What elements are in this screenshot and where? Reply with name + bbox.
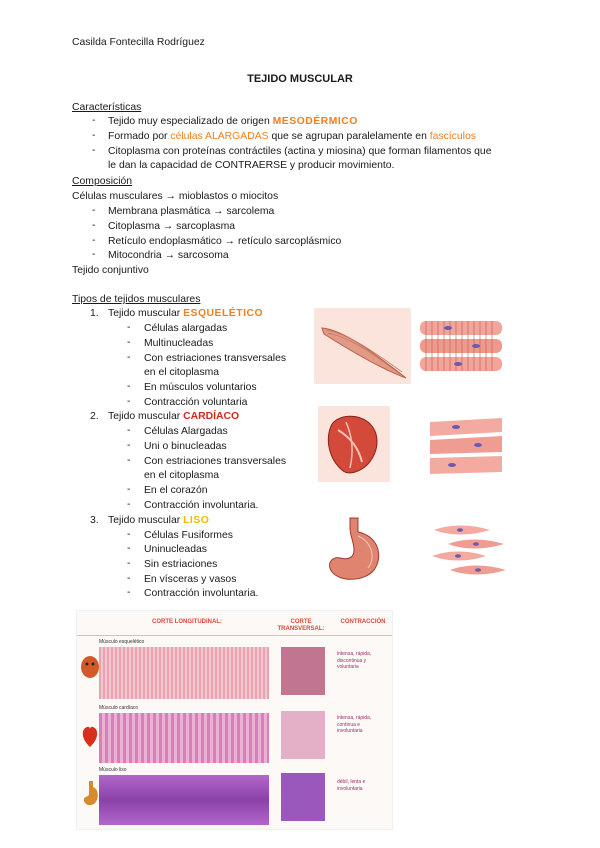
tipo-2-item: en el citoplasma [144, 470, 220, 481]
tipo-2-item: Con estriaciones transversales [144, 456, 287, 467]
tipo-1-item: Contracción voluntaria [144, 397, 248, 408]
contraccion-esqueletico: intensa, rápida, discontinua y voluntaria [337, 651, 372, 670]
heading-composicion: Composición [72, 176, 133, 187]
muscle-comparison-table [76, 610, 393, 830]
bullet-dash: - [127, 396, 131, 407]
bullet-dash: - [92, 235, 96, 246]
tipo-2-title [108, 410, 239, 425]
header-contraccion: CONTRACCIÓN [340, 619, 386, 625]
tipo-3-title [108, 514, 209, 529]
skeletal-cells-illustration [418, 317, 504, 383]
caracteristica-3-line2: le dan la capacidad de CONTRAERSE y producir movimiento. [108, 160, 395, 171]
skeletal-longitudinal-section [99, 647, 269, 699]
bullet-dash: - [127, 484, 131, 495]
text: Formado por [108, 131, 171, 142]
composicion-item: Retículo endoplasmático → retículo sarcoplásmico [108, 236, 342, 247]
caracteristica-3-line1: Citoplasma con proteínas contráctiles (actina y miosina) que forman filamentos que [108, 146, 492, 157]
highlight-cardiaco: CARDÍACO [183, 411, 240, 422]
row-label-liso: Músculo liso [99, 767, 127, 773]
highlight-esqueletico: ESQUELÉTICO [183, 308, 264, 319]
text: Tejido muscular [108, 515, 184, 526]
bullet-dash: - [92, 145, 96, 156]
bullet-dash: - [127, 587, 131, 598]
smooth-longitudinal-section [99, 775, 269, 825]
tipo-3-item: En vísceras y vasos [144, 574, 237, 585]
skeletal-transverse-section [281, 647, 325, 695]
contraccion-cardiaco: intensa, rápida, continua e involuntaria [337, 715, 372, 734]
bullet-dash: - [92, 130, 96, 141]
tipo-2-item: Uni o binucleadas [144, 441, 227, 452]
header-corte-longitudinal: CORTE LONGITUDINAL: [152, 619, 222, 625]
tipo-3-item: Sin estriaciones [144, 559, 218, 570]
bullet-dash: - [127, 322, 131, 333]
composicion-extra: Tejido conjuntivo [72, 265, 149, 276]
header-divider [77, 635, 392, 636]
heading-caracteristicas: Características [72, 102, 142, 113]
tipo-1-item: Con estriaciones transversales [144, 353, 287, 364]
cardiac-transverse-section [281, 711, 325, 759]
bullet-dash: - [127, 425, 131, 436]
tipo-2-item: Contracción involuntaria. [144, 500, 259, 511]
heading-tipos: Tipos de tejidos musculares [72, 294, 201, 305]
tipo-1-item: Células alargadas [144, 323, 228, 334]
cardiac-longitudinal-section [99, 713, 269, 763]
bullet-dash: - [92, 205, 96, 216]
smooth-cells-illustration [430, 520, 508, 582]
highlight-celulas: células ALARGADAS [170, 131, 269, 142]
text: Tejido muscular [108, 308, 184, 319]
row-label-cardiaco: Músculo cardíaco [99, 705, 139, 711]
bullet-dash: - [127, 499, 131, 510]
caracteristica-1 [108, 115, 358, 130]
tipo-1-item: en el citoplasma [144, 367, 220, 378]
bullet-dash: - [127, 558, 131, 569]
heart-figure-icon [79, 721, 101, 749]
text: que se agrupan paralelamente en [268, 131, 430, 142]
stomach-figure-icon [81, 779, 101, 807]
document-title: TEJIDO MUSCULAR [247, 73, 353, 85]
skeletal-muscle-illustration [314, 308, 411, 384]
smooth-transverse-section [281, 773, 325, 821]
bullet-dash: - [127, 455, 131, 466]
bullet-dash: - [127, 529, 131, 540]
composicion-item: Citoplasma → sarcoplasma [108, 221, 236, 232]
tipo-2-number: 2. [90, 411, 99, 422]
heart-illustration [318, 406, 390, 482]
header-corte-transversal: CORTE TRANSVERSAL: [277, 619, 325, 632]
tipo-3-item: Uninucleadas [144, 544, 207, 555]
cardiac-cells-illustration [426, 414, 506, 480]
highlight-mesodermico: MESODÉRMICO [272, 116, 358, 127]
bullet-dash: - [127, 352, 131, 363]
composicion-item: Mitocondria → sarcosoma [108, 250, 229, 261]
tipo-3-number: 3. [90, 515, 99, 526]
tipo-1-number: 1. [90, 308, 99, 319]
composicion-intro: Células musculares → mioblastos o miocitos [72, 191, 279, 202]
caracteristica-2 [108, 130, 476, 145]
contraccion-liso: débil, lenta e involuntaria [337, 779, 366, 792]
highlight-liso: LISO [183, 515, 210, 526]
stomach-illustration [322, 514, 388, 584]
bullet-dash: - [92, 115, 96, 126]
row-label-esqueletico: Músculo esquelético [99, 639, 145, 645]
tipo-3-item: Contracción involuntaria. [144, 588, 259, 599]
text: Tejido muy especializado de origen [108, 116, 273, 127]
tipo-1-title [108, 307, 263, 322]
bullet-dash: - [92, 249, 96, 260]
bullet-dash: - [127, 337, 131, 348]
bullet-dash: - [92, 220, 96, 231]
text: Tejido muscular [108, 411, 184, 422]
tipo-2-item: En el corazón [144, 485, 208, 496]
bullet-dash: - [127, 573, 131, 584]
author-name: Casilda Fontecilla Rodríguez [72, 37, 205, 48]
bullet-dash: - [127, 381, 131, 392]
tipo-1-item: En músculos voluntarios [144, 382, 257, 393]
muscle-figure-icon [79, 653, 101, 681]
composicion-item: Membrana plasmática → sarcolema [108, 206, 275, 217]
tipo-3-item: Células Fusiformes [144, 530, 233, 541]
bullet-dash: - [127, 543, 131, 554]
highlight-fasciculos: fascículos [429, 131, 476, 142]
bullet-dash: - [127, 440, 131, 451]
tipo-2-item: Células Alargadas [144, 426, 228, 437]
tipo-1-item: Multinucleadas [144, 338, 214, 349]
